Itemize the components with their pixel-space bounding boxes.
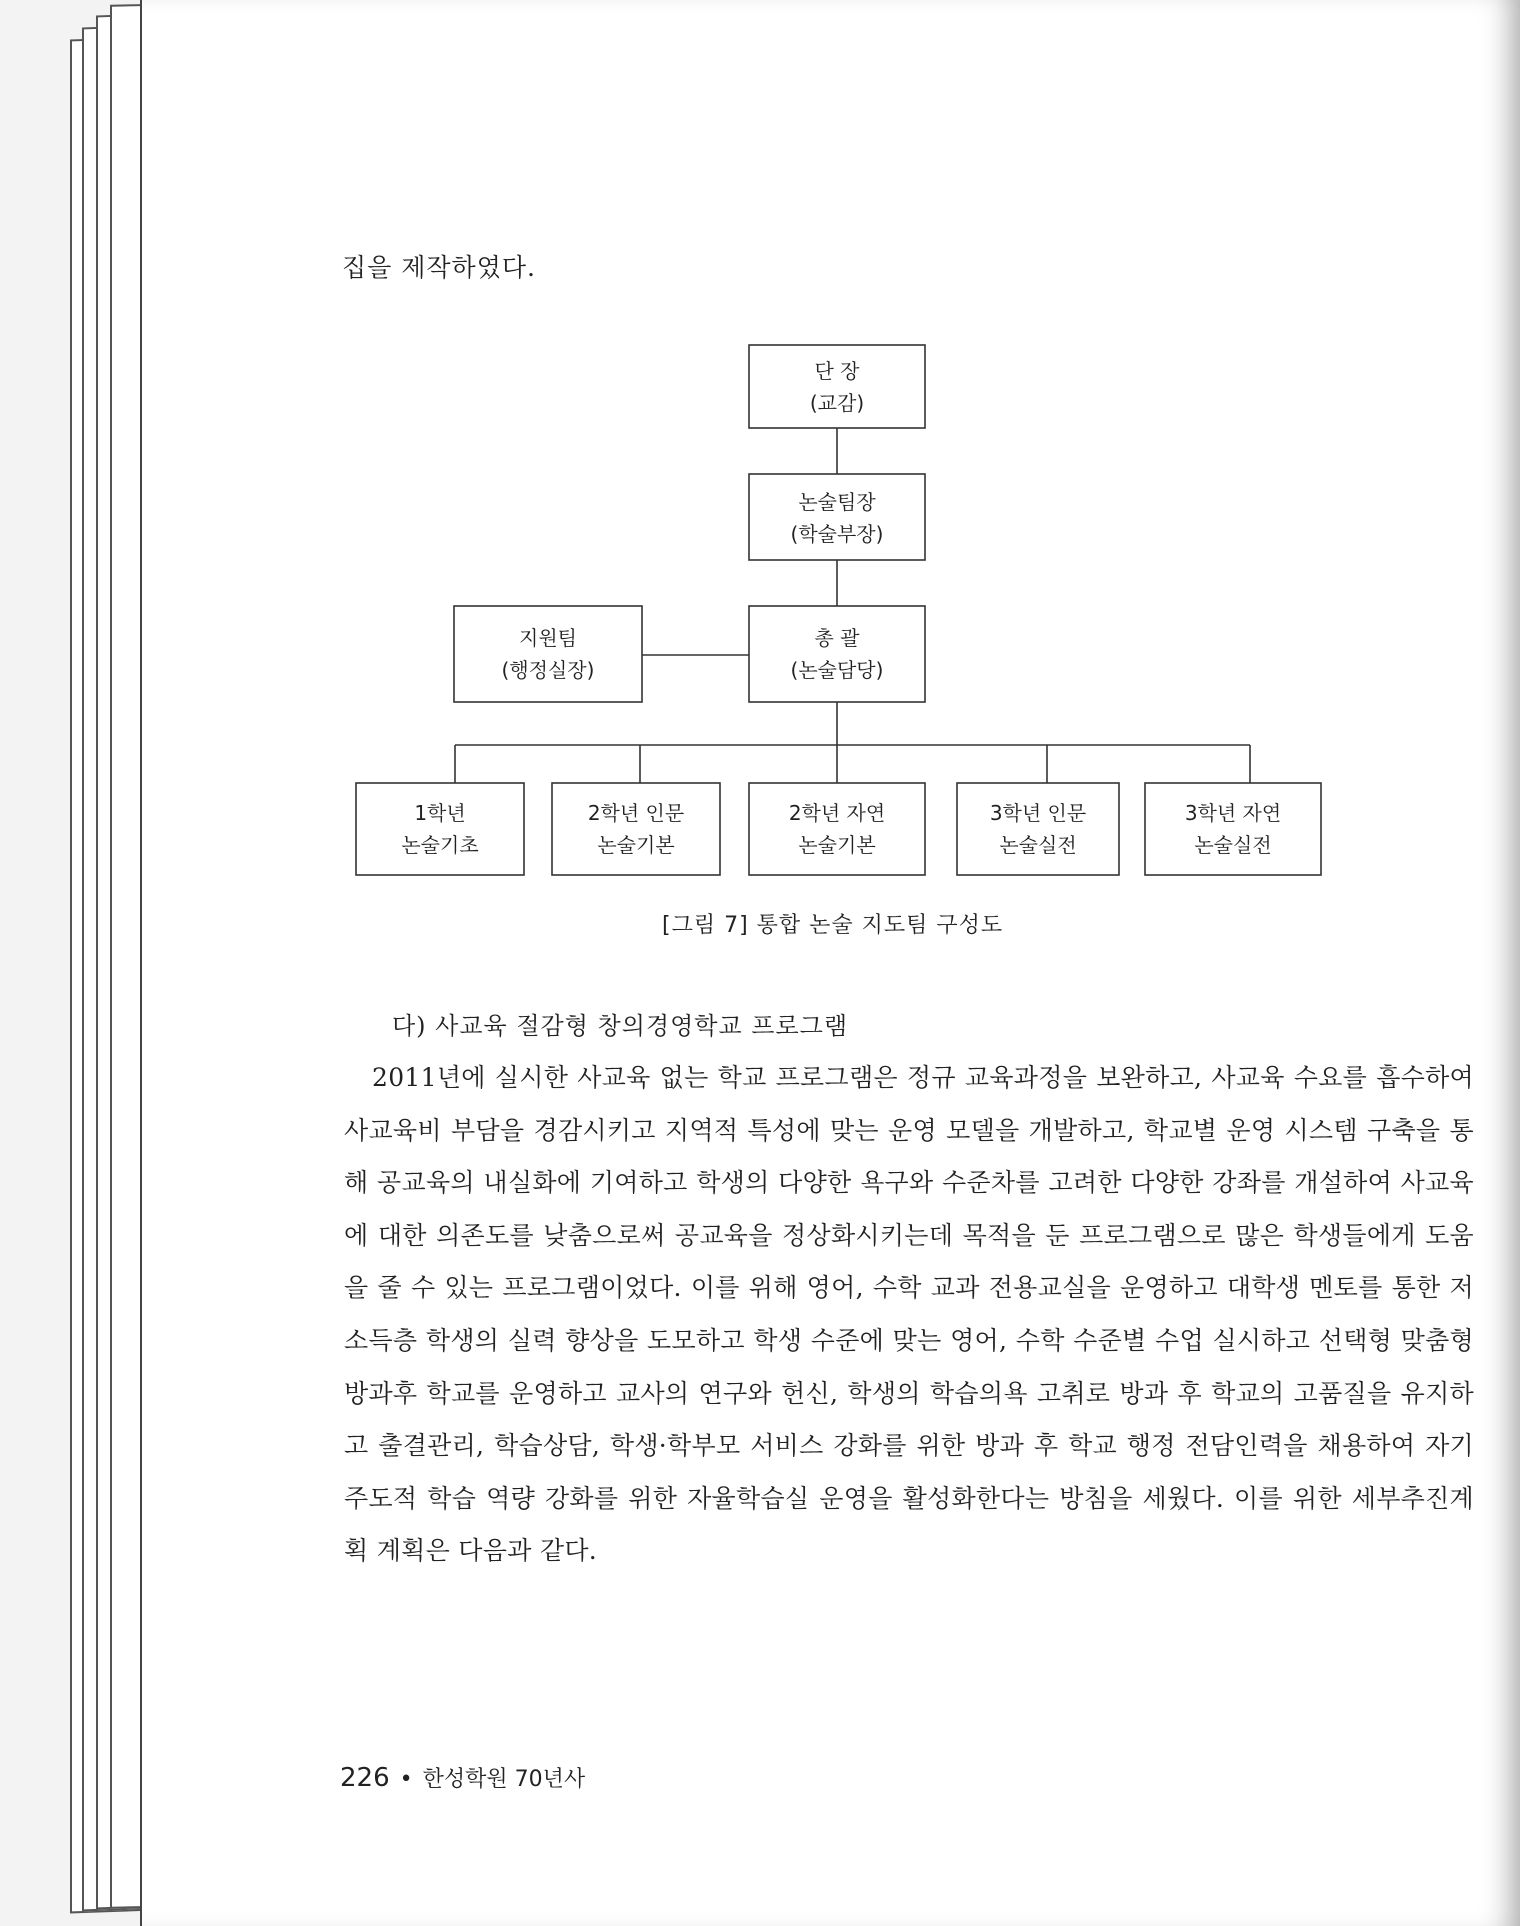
node-role: (논술담당) — [790, 658, 884, 682]
node-role: 논술기초 — [401, 833, 479, 857]
node-role: 논술실전 — [1194, 833, 1272, 857]
node-title: 총 괄 — [814, 626, 860, 650]
node-title: 2학년 인문 — [587, 801, 685, 825]
page-footer — [340, 1762, 585, 1793]
node-title: 3학년 자연 — [1184, 801, 1282, 825]
node-group — [552, 797, 720, 861]
node-title: 3학년 인문 — [989, 801, 1087, 825]
figure-caption: [그림 7] 통합 논술 지도팀 구성도 — [662, 913, 1004, 938]
node-group — [1145, 797, 1321, 861]
page-number: 226 — [340, 1763, 390, 1793]
node-role: 논술기본 — [597, 833, 675, 857]
book-page — [140, 0, 1520, 1926]
node-role: 논술실전 — [999, 833, 1077, 857]
footer-separator: • — [399, 1767, 413, 1792]
book-title: 한성학원 70년사 — [422, 1767, 586, 1792]
section-heading: 다) 사교육 절감형 창의경영학교 프로그램 — [392, 1012, 849, 1040]
node-title: 단 장 — [814, 359, 860, 383]
node-title: 논술팀장 — [798, 490, 876, 514]
node-head — [749, 355, 925, 419]
node-role: (교감) — [809, 391, 865, 415]
org-chart — [142, 0, 1520, 900]
node-title: 1학년 — [414, 801, 466, 825]
node-general — [749, 622, 925, 686]
body-text — [344, 1052, 1474, 1578]
node-support — [454, 622, 642, 686]
node-role: 논술기본 — [798, 833, 876, 857]
node-group — [749, 797, 925, 861]
node-team-leader — [749, 486, 925, 550]
node-title: 지원팀 — [519, 626, 577, 650]
node-group — [356, 797, 524, 861]
node-group — [957, 797, 1119, 861]
node-title: 2학년 자연 — [788, 801, 886, 825]
body-paragraph: 2011년에 실시한 사교육 없는 학교 프로그램은 정규 교육과정을 보완하고, 사교육 수요를 흡수하여 사교육비 부담을 경감시키고 지역적 특성에 맞는 운영 모델을 개발하고, 학교별 운영 시스템 구축을 통해 공교육의 내실화에 기여하고 학생의 다양한 욕구와 수준차를 고려한 다양한 강좌를 개설하여 사교육에 대한 의존도를 낮춤으로써 공교육을 정상화시키는데 목적을 둔 프로그램으로 많은 학생들에게 도움을 줄 수 있는 프로그램이었다. 이를 위해 영어, 수학 교과 전용교실을 운영하고 대학생 멘토를 통한 저소득층 학생의 실력 향상을 도모하고 학생 수준에 맞는 영어, 수학 수준별 수업 실시하고 선택형 맞춤형 방과후 학교를 운영하고 교사의 연구와 헌신, 학생의 학습의욕 고취로 방과 후 학교의 고품질을 유지하고 출결관리, 학습상담, 학생·학부모 서비스 강화를 위한 방과 후 학교 행정 전담인력을 채용하여 자기주도적 학습 역량 강화를 위한 자율학습실 운영을 활성화한다는 방침을 세웠다. 이를 위한 세부추진계획 계획은 다음과 같다. — [344, 1063, 1474, 1566]
node-role: (행정실장) — [501, 658, 595, 682]
continued-text: 집을 제작하였다. — [342, 253, 536, 282]
node-role: (학술부장) — [790, 522, 884, 546]
